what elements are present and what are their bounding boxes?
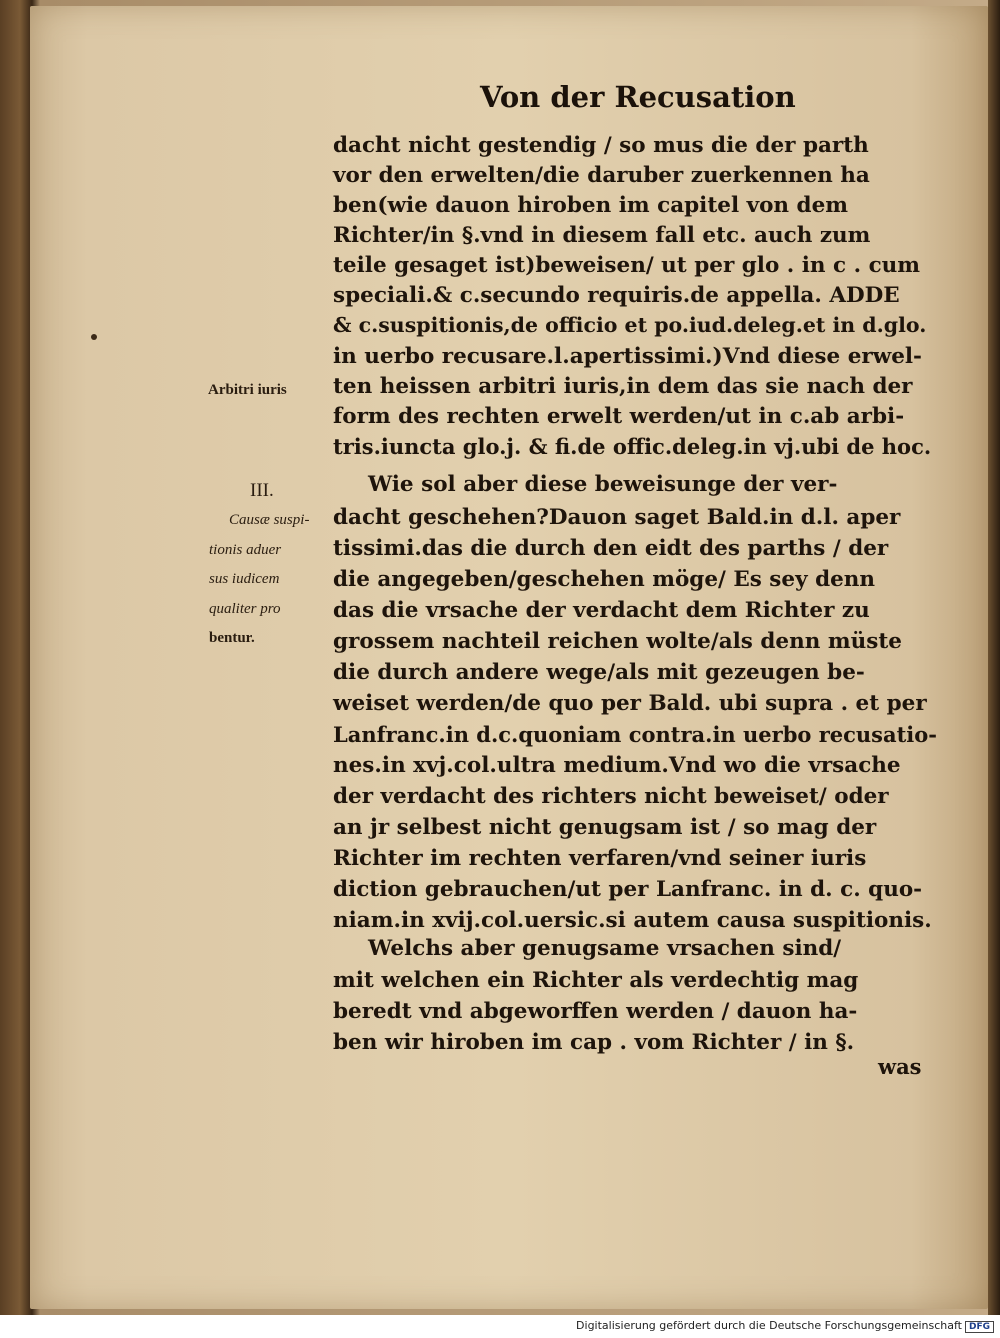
text-line: weiset werden/de quo per Bald. ubi supra . et per — [333, 691, 927, 716]
text-line: die durch andere wege/als mit gezeugen be- — [333, 660, 865, 685]
text-line: tris.iuncta glo.j. & fi.de offic.deleg.in vj.ubi de hoc. — [333, 434, 932, 459]
text-line: der verdacht des richters nicht beweiset/ oder — [333, 784, 889, 809]
section-numeral: III. — [250, 480, 274, 501]
text-line: niam.in xvij.col.uersic.si autem causa suspitionis. — [333, 908, 932, 933]
text-line: nes.in xvj.col.ultra medium.Vnd wo die vrsache — [333, 753, 901, 778]
text-line: in uerbo recusare.l.apertissimi.)Vnd diese erwel- — [333, 344, 922, 369]
text-line: Lanfranc.in d.c.quoniam contra.in uerbo recusatio- — [333, 722, 938, 747]
text-line: diction gebrauchen/ut per Lanfranc. in d. c. quo- — [333, 877, 923, 902]
text-line: teile gesaget ist)beweisen/ ut per glo . in c . cum — [333, 253, 921, 278]
digitization-credit — [576, 1319, 994, 1333]
dfg-logo: DFG — [965, 1321, 994, 1333]
margin-note-causae-line: tionis aduer — [209, 542, 282, 558]
text-line: dacht geschehen?Dauon saget Bald.in d.l. aper — [333, 505, 901, 530]
margin-note-arbitri: Arbitri iuris — [208, 382, 287, 398]
catchword: was — [878, 1054, 922, 1079]
text-line: dacht nicht gestendig / so mus die der parth — [333, 133, 869, 158]
text-line: das die vrsache der verdacht dem Richter zu — [333, 598, 870, 623]
book-right-edge — [988, 0, 1000, 1315]
text-line: Richter im rechten verfaren/vnd seiner iuris — [333, 846, 867, 871]
text-line: an jr selbest nicht genugsam ist / so mag der — [333, 815, 877, 840]
text-line: tissimi.das die durch den eidt des parths / der — [333, 536, 889, 561]
margin-note-causae-line: Causæ suspi- — [229, 512, 310, 528]
running-title: Von der Recusation — [480, 80, 796, 114]
ink-spot — [91, 334, 97, 340]
text-line: vor den erwelten/die daruber zuerkennen ha — [333, 163, 870, 188]
text-line: speciali.& c.secundo requiris.de appella. ADDE — [333, 283, 900, 308]
text-line: ben wir hiroben im cap . vom Richter / in §. — [333, 1030, 855, 1055]
text-line: ten heissen arbitri iuris,in dem das sie nach der — [333, 374, 913, 399]
text-line: die angegeben/geschehen möge/ Es sey denn — [333, 567, 876, 592]
text-line: & c.suspitionis,de officio et po.iud.deleg.et in d.glo. — [333, 313, 927, 337]
text-line: mit welchen ein Richter als verdechtig mag — [333, 968, 859, 993]
text-line: ben(wie dauon hiroben im capitel von dem — [333, 193, 849, 218]
text-line: Wie sol aber diese beweisunge der ver- — [368, 472, 838, 497]
text-line: Richter/in §.vnd in diesem fall etc. auch zum — [333, 223, 871, 248]
margin-note-causae-line: bentur. — [209, 630, 255, 646]
credit-text: Digitalisierung gefördert durch die Deutsche Forschungsgemeinschaft — [576, 1319, 962, 1332]
text-line: Welchs aber genugsame vrsachen sind/ — [368, 936, 842, 961]
margin-note-causae-line: qualiter pro — [209, 601, 281, 617]
text-line: form des rechten erwelt werden/ut in c.ab arbi- — [333, 404, 905, 429]
margin-note-causae-line: sus iudicem — [209, 571, 280, 587]
text-line: beredt vnd abgeworffen werden / dauon ha- — [333, 999, 858, 1024]
text-line: grossem nachteil reichen wolte/als denn müste — [333, 629, 902, 654]
